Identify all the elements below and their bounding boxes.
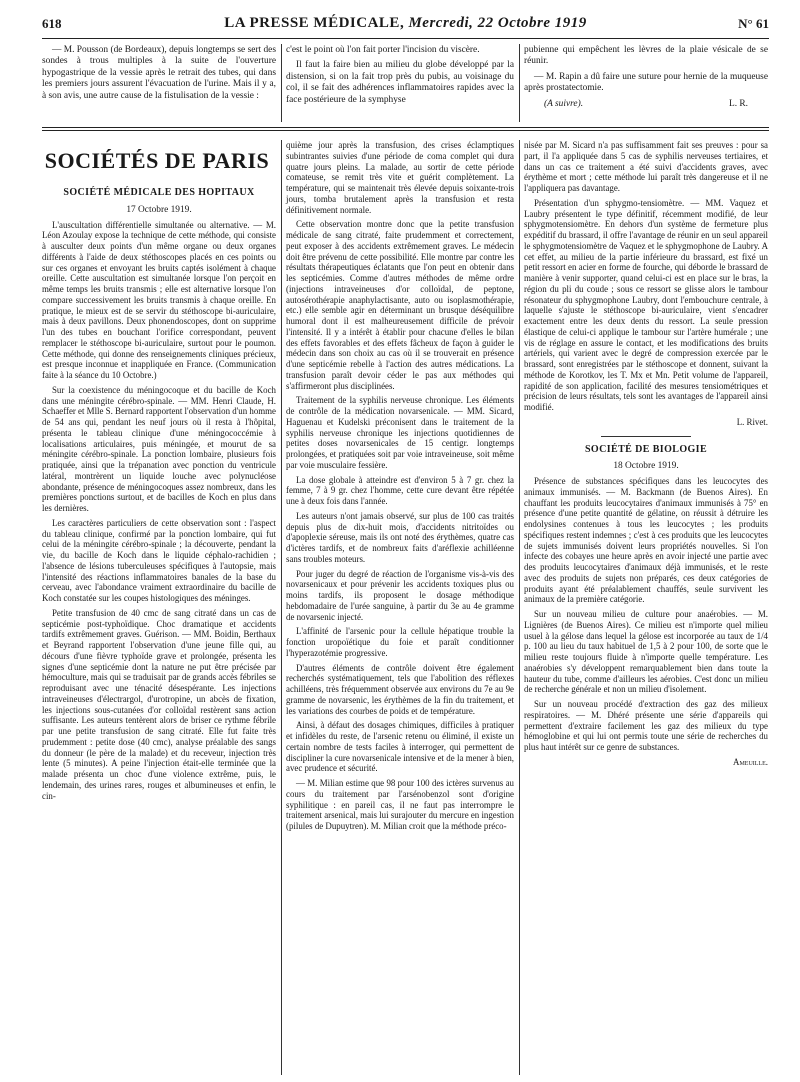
main-column-2 (286, 140, 514, 836)
top-column-2 (286, 45, 514, 110)
paragraph: — M. Rapin a dû faire une suture pour hernie de la muqueuse après prostatectomie. (524, 71, 768, 94)
journal-title: LA PRESSE MÉDICALE, (224, 15, 405, 31)
section-rule (42, 127, 769, 128)
separator (601, 436, 691, 437)
paragraph: Traitement de la syphilis nerveuse chronique. Les éléments de contrôle de la médication novarsenicale. — MM. Sicard, Haguenau et Kudelski préconisent dans le traitement de la syphilis nerveuse chronique les injections quotidiennes de petites doses novarsenicales de 15 centigr. longtemps prolongées, et pratiquées soit par voie intraveineuse, soit même par voie musculaire fessière. (286, 395, 514, 470)
paragraph: — M. Pousson (de Bordeaux), depuis longtemps se sert des sondes à trous multiples à la suite de l'ouverture hypogastrique de la vessie après le retrait des tubes, qui dans les premiers jours assurent l'évacuation de l'urine. Mais il y a, à son avis, une autre cause de la fistulisation de la vessie : (42, 45, 276, 101)
paragraph: La dose globale à atteindre est d'environ 5 à 7 gr. chez la femme, 7 à 9 gr. chez l'homme, cette cure devant être répétée une à deux fois dans l'année. (286, 474, 514, 506)
column-divider (519, 44, 520, 122)
column-divider (519, 140, 520, 1075)
paragraph: Présence de substances spécifiques dans les leucocytes des animaux immunisés. — M. Backmann (de Buenos Aires). En chauffant les produits leucocytaires d'animaux immunisés à 75° en présence d'une petite quantité de gélatine, on réussit à détruire les endolysines contenues à tous les leucocytes ; les produits spécifiques restent indemnes ; c'est à ces produits que les leucocytes de sujets immunisés doivent leurs propriétés nouvelles. Si l'on infecte des cobayes une heure après en avoir injecté une partie avec des produits leucocytaires d'animaux déjà immunisés, et le reste avec des produits de sujets non préparés, ces deux catégories de produits ayant été préalablement chauffés, seule survivent les animaux de la première catégorie. (524, 476, 768, 605)
column-divider (281, 44, 282, 122)
paragraph: Sur un nouveau procédé d'extraction des gaz des milieux respiratoires. — M. Dhéré présente une série d'appareils qui permettent d'extraire facilement les gaz des milieux du type hémoglobine et qui lui ont permis toute une série de recherches du plus haut intérêt sur ce genre de substances. (524, 699, 768, 752)
main-column-3 (524, 140, 768, 772)
to-be-continued: (A suivre). (544, 98, 584, 109)
paragraph: Sur un nouveau milieu de culture pour anaérobies. — M. Lignières (de Buenos Aires). Ce milieu est n'importe quel milieu usuel à la gélose dans lequel la gélose est incorporée au taux de 1/4 p. 100 au lieu du taux habituel de 1,5 à 2 pour 100, de sorte que le milieu reste toujours fluide à n'importe quelle température. Les anaérobies s'y développent remarquablement bien dans toute la hauteur du tube, comme d'ailleurs les aérobies. C'est donc un milieu de recherche générale et non un milieu d'isolement. (524, 609, 768, 695)
paragraph: D'autres éléments de contrôle doivent être également recherchés systématiquement, tels que l'abolition des réflexes achilléens, très fréquemment observée aux environs du 7e au 9e gramme de novarsenic, les érythèmes de la fin du traitement, et les variations des courbes de poids et de température. (286, 662, 514, 716)
session-date: 18 Octobre 1919. (613, 461, 679, 472)
paragraph: Ainsi, à défaut des dosages chimiques, difficiles à pratiquer et infidèles du reste, de l'arsenic retenu ou éliminé, il existe un certain nombre de tests faciles à interroger, qui permettent de discipliner la cure novarsenicale intensive et de la mener à bien, avec prudence et sécurité. (286, 720, 514, 774)
paragraph: Pour juger du degré de réaction de l'organisme vis-à-vis des novarsenicaux et pour prévenir les accidents toxiques plus ou moins tardifs, ils proposent le dosage méthodique hebdomadaire de l'urée sanguine, à partir du 3e au 4e gramme de novarsenic injecté. (286, 568, 514, 622)
paragraph: Présentation d'un sphygmo-tensiomètre. — MM. Vaquez et Laubry présentent le type définitif, récemment modifié, de leur sphygmotensiomètre. En dehors d'un système de fermeture plus expéditif du brassard, il offre l'avantage de réunir en un seul appareil le sphygmotensiomètre de Vaquez et le sphygmophone de Laubry. A cet effet, au milieu de la partie inférieure du brassard, est fixé un petit ressort en acier en forme de fourche, qui déborde le brassard de manière à venir supporter, quand celui-ci est en place sur le bras, la région du pli du coude ; sous ce ressort se glisse alors le tambour résonateur du sphygmophone Laubry, dont l'embouchure centrale, à laquelle s'ajuste le stéthoscope bi-auriculaire, vient s'encadrer exactement entre les deux dents du ressort. La seule pression élastique de celui-ci applique le tambour sur l'artère humérale ; une vis de réglage en assure le contact, et les modifications des bruits artériels, qui varient avec le degré de compression exercée par le brassard, sont enregistrées par le stéthoscope et donnent, suivant la méthode de Korotkov, les T. Mx et Mn. Petit volume de l'appareil, rapidité de son application, facilité des mesures tensiométriques et précision de leurs résultats, tels sont les avantages de l'appareil ainsi modifié. (524, 197, 768, 412)
header-rule (42, 38, 769, 39)
paragraph: quième jour après la transfusion, des crises éclamptiques subintrantes suivies d'une période de coma complet qui dura quatre jours pleins. La malade, au sortir de cette période comateuse, se remit très vite et guérit complètement. La température, qui se maintenait très élevée depuis soixante-trois jours, tomba brutalement après la transfusion et resta définitivement normale. (286, 140, 514, 215)
paragraph: — M. Milian estime que 98 pour 100 des ictères survenus au cours du traitement par l'arsénobenzol sont d'origine syphilitique : en pareil cas, il ne faut pas interrompre le traitement arsenical, mais lui surajouter du mercure en ingestion (pilules de Dupuytren). M. Milian croit que la méthode préco- (286, 778, 514, 831)
paragraph: Il faut la faire bien au milieu du globe développé par la distension, si on la fait trop près du pubis, au voisinage du col, il se fait des adhérences inflammatoires rapides avec la face postérieure de la symphyse (286, 60, 514, 105)
paragraph: L'auscultation différentielle simultanée ou alternative. — M. Léon Azoulay expose la technique de cette méthode, qui consiste à ausculter deux points d'un même organe ou deux organes différents à l'aide de deux stéthoscopes placés en ces points ou sur ces organes et envoyant les bruits captés isolément à chaque oreille. Cette auscultation est simultanée lorsque l'on perçoit en même temps les bruits transmis ; elle est alternative lorsque l'on compare successivement les bruits transmis à chaque oreille. En pratique, le mieux est de se servir du stéthoscope bi-auriculaire, mais à deux pavillons. Deux phonendoscopes, dont on supprime l'un des tubes en bouchant l'orifice correspondant, peuvent remplacer le stéthoscope bi-auriculaire, surtout pour le poumon. Cette méthode, qui donne des renseignements cliniques précieux, est presque inconnue et inappliquée en France. (Communication faite à la séance du 10 Octobre.) (42, 219, 276, 380)
continuation-line (524, 99, 768, 110)
paragraph: L'affinité de l'arsenic pour la cellule hépatique trouble la fonction uropoïétique du foie et paraît conditionner l'hyperazotémie progressive. (286, 626, 514, 658)
society-title: SOCIÉTÉ MÉDICALE DES HOPITAUX (63, 187, 255, 198)
main-column-1 (42, 184, 276, 805)
paragraph: Les caractères particuliers de cette observation sont : l'aspect du tableau clinique, confirmé par la ponction lombaire, qui fut celui de la méningite cérébro-spinale ; la découverte, pendant la vie, du bacille de Koch dans le liquide céphalo-rachidien ; l'absence de lésions tuberculeuses spécifiques à l'autopsie, mais l'intensité des réactions inflammatoires banales de la base du cerveau, avec l'abondance vraiment extraordinaire du bacille de Koch constatée sur les coupes histologiques des méninges. (42, 517, 276, 603)
author-signature: L. R. (728, 98, 748, 109)
paragraph: Les auteurs n'ont jamais observé, sur plus de 100 cas traités depuis plus de dix-huit mois, d'accidents nitritoïdes ou d'apoplexie séreuse, mais ils ont noté des érythèmes, quatre cas d'ictères tardifs, et de nombreux faits d'aréflexie achilléenne sans troubles moteurs. (286, 510, 514, 564)
section-title: SOCIÉTÉS DE PARIS (44, 148, 270, 173)
journal-header (42, 15, 769, 32)
paragraph: Sur la coexistence du méningocoque et du bacille de Koch dans une méningite cérébro-spinale. — MM. Henri Claude, H. Schaeffer et Mlle S. Bernard rapportent l'observation d'un homme de 54 ans qui, pendant les neuf jours où il resta à l'hôpital, présenta le tableau clinique d'une méningococcémie à localisations articulaires, puis méningée, et mourut de sa méningite cérébro-spinale. La ponction lombaire, plusieurs fois pratiquée, ainsi que la trépanation avec ponction du ventricule latéral, montrèrent un liquide louche avec polynucléose abondante, présence de méningocoques assez nombreux, dans les premières ponctions surtout, et de bacilles de Koch en plus dans les dernières. (42, 384, 276, 513)
paragraph: nisée par M. Sicard n'a pas suffisamment fait ses preuves : pour sa part, il l'a appliquée dans 5 cas de syphilis nerveuses tertiaires, et dans un cas ce traitement a été suivi d'accidents graves, avec érythème et mort ; cette méthode lui paraît très dangereuse et il ne l'appliquera pas davantage. (524, 140, 768, 193)
column-divider (281, 140, 282, 1075)
society-title: SOCIÉTÉ DE BIOLOGIE (584, 443, 708, 455)
issue-date: Mercredi, 22 Octobre 1919 (408, 15, 587, 31)
paragraph: Petite transfusion de 40 cmc de sang citraté dans un cas de septicémie post-typhoïdique. Choc dramatique et accidents tardifs extrêmement graves. Guérison. — MM. Boidin, Berthaux et Beyrand rapportent l'observation d'une jeune fille qui, au décours d'une fièvre typhoïde grave et prolongée, présenta les signes d'une septicémie dont la nature ne put être précisée par hémoculture, mais qui se traduisait par de grands accès fébriles se reproduisant avec une ténacité désespérante. Les injections intraveineuses d'électrargol, d'urotropine, un abcès de fixation, les injections sous-cutanées d'or colloïdal restèrent sans action suffisante. Les auteurs tentèrent alors de briser ce rythme fébrile par une petite transfusion de sang citraté. Elle fut faite très prudemment : petite dose (40 cmc), analyse préalable des sangs du donneur (le père de la malade) et du receveur, injection très lente (5 minutes). A peine l'injection était-elle terminée que la malade présenta un choc d'une violence extrême, puis, le lendemain, des urines rares, rouges et albumineuses et enfin, le cin- (42, 607, 276, 801)
section-rule (42, 130, 769, 131)
author-signature: Ameuille. (733, 756, 768, 767)
session-date: 17 Octobre 1919. (126, 204, 192, 215)
page-header (42, 14, 769, 36)
paragraph: pubienne qui empêchent les lèvres de la plaie vésicale de se réunir. (524, 45, 768, 67)
page-number: 618 (42, 16, 62, 31)
top-column-1 (42, 45, 276, 106)
paragraph: c'est le point où l'on fait porter l'incision du viscère. (286, 45, 480, 55)
issue-number: N° 61 (738, 16, 769, 31)
author-signature: L. Rivet. (736, 416, 768, 427)
paragraph: Cette observation montre donc que la petite transfusion médicale de sang citraté, faite prudemment et correctement, peut exposer à des accidents extrêmement graves. Le médecin doit être prévenu de cette possibilité. Elle montre par contre les résultats thérapeutiques éclatants que l'on peut en obtenir dans les septicémies. Comme d'autres méthodes de même ordre (injections intraveineuses d'or colloïdal, de peptone, autosérothérapie anaphylactisante, auto ou isoplasmothérapie, etc.) elle semble agir en déterminant un brusque déséquilibre humoral dont il est malheureusement difficile de prévoir l'intensité. Il y a intérêt à établir pour chacune d'elles le bilan des effets favorables et des effets fâcheux de façon à guider le médecin dans son choix au cas où il se trouverait en présence d'une septicémie rebelle à l'action des autres médications. La transfusion paraît devoir céder le pas aux méthodes qui s'affirmeront plus disciplinées. (286, 219, 514, 391)
top-column-3 (524, 45, 768, 110)
